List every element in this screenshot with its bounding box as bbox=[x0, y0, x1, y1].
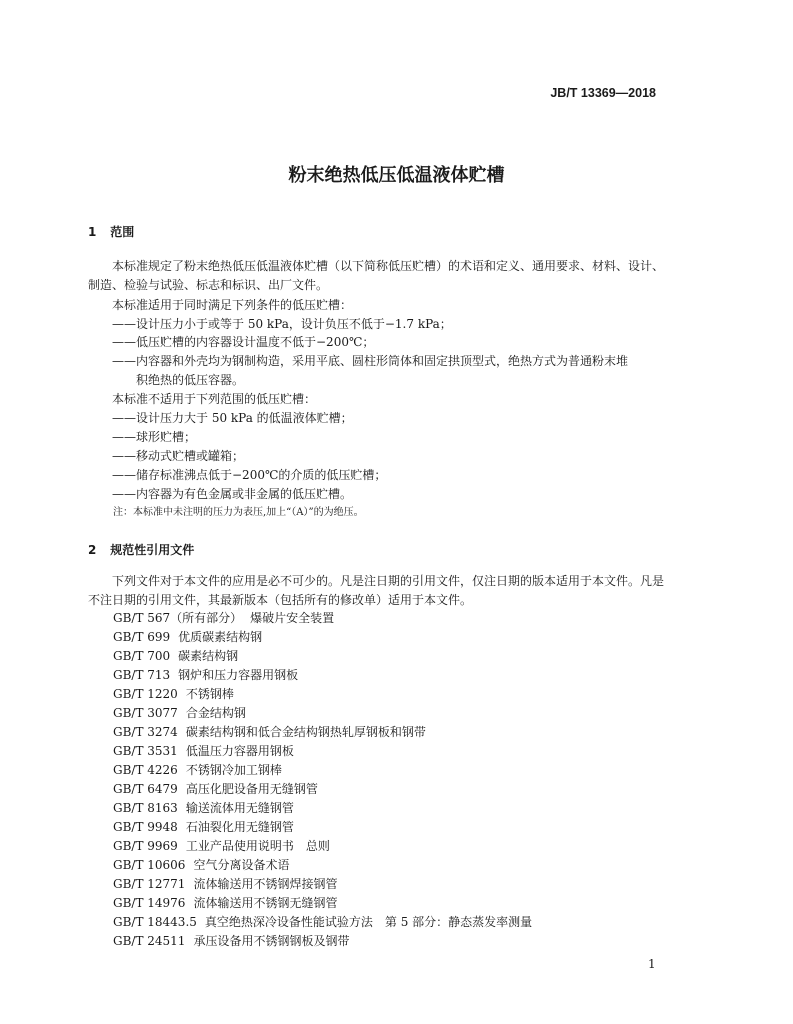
reference-entry bbox=[113, 628, 262, 646]
reference-code: GB/T 1220 bbox=[113, 687, 178, 701]
reference-title: 承压设备用不锈钢钢板及钢带 bbox=[193, 934, 350, 948]
standard-number: JB/T 13369—2018 bbox=[550, 86, 656, 100]
scope-note: 注：本标准中未注明的压力为表压,加上“（A）”的为绝压。 bbox=[113, 507, 364, 518]
references-intro-paragraph: 下列文件对于本文件的应用是必不可少的。凡是注日期的引用文件，仅注日期的版本适用于本文件。凡是不注日期的引用文件，其最新版本（包括所有的修改单）适用于本文件。 bbox=[88, 574, 665, 607]
reference-title: 真空绝热深冷设备性能试验方法 第 5 部分：静态蒸发率测量 bbox=[204, 915, 533, 929]
reference-code: GB/T 18443.5 bbox=[113, 915, 197, 929]
section-1-heading bbox=[88, 223, 134, 240]
reference-code: GB/T 9948 bbox=[113, 820, 178, 834]
reference-title: 空气分离设备术语 bbox=[193, 858, 290, 872]
applies-item: ——低压贮槽的内容器设计温度不低于−200℃； bbox=[112, 335, 375, 349]
reference-code: GB/T 14976 bbox=[113, 896, 186, 910]
reference-title: 不锈钢冷加工钢棒 bbox=[185, 763, 282, 777]
reference-entry bbox=[113, 761, 282, 779]
reference-title: 流体输送用不锈钢焊接钢管 bbox=[193, 877, 338, 891]
reference-code: GB/T 3077 bbox=[113, 706, 178, 720]
reference-title: 碳素结构钢 bbox=[178, 649, 239, 663]
excludes-item: ——球形贮槽； bbox=[112, 430, 197, 444]
applies-item: ——设计压力小于或等于 50 kPa，设计负压不低于−1.7 kPa； bbox=[112, 317, 452, 331]
reference-entry bbox=[113, 856, 289, 874]
excludes-item: ——储存标准沸点低于−200℃的介质的低压贮槽； bbox=[112, 468, 387, 482]
reference-entry bbox=[113, 666, 298, 684]
reference-entry bbox=[113, 609, 334, 627]
reference-code: GB/T 10606 bbox=[113, 858, 186, 872]
excludes-item: ——移动式贮槽或罐箱； bbox=[112, 449, 245, 463]
document-title: 粉末绝热低压低温液体贮槽 bbox=[288, 165, 505, 186]
excludes-lead: 本标准不适用于下列范围的低压贮槽： bbox=[112, 392, 317, 406]
reference-entry bbox=[113, 647, 238, 665]
excludes-item: ——设计压力大于 50 kPa 的低温液体贮槽； bbox=[112, 411, 353, 425]
reference-entry bbox=[113, 875, 337, 893]
reference-code: GB/T 713 bbox=[113, 668, 171, 682]
reference-title: 优质碳素结构钢 bbox=[178, 630, 263, 644]
reference-code: GB/T 3274 bbox=[113, 725, 178, 739]
reference-title: 低温压力容器用钢板 bbox=[185, 744, 294, 758]
reference-entry bbox=[113, 799, 294, 817]
reference-entry bbox=[113, 894, 337, 912]
applies-lead: 本标准适用于同时满足下列条件的低压贮槽： bbox=[112, 298, 353, 312]
section-title: 范围 bbox=[110, 225, 135, 239]
reference-code: GB/T 4226 bbox=[113, 763, 178, 777]
reference-title: 碳素结构钢和低合金结构钢热轧厚钢板和钢带 bbox=[185, 725, 426, 739]
reference-title: 爆破片安全装置 bbox=[250, 611, 335, 625]
reference-code: GB/T 8163 bbox=[113, 801, 178, 815]
excludes-item: ——内容器为有色金属或非金属的低压贮槽。 bbox=[112, 487, 353, 501]
reference-entry bbox=[113, 742, 294, 760]
reference-title: 不锈钢棒 bbox=[185, 687, 234, 701]
reference-entry bbox=[113, 780, 318, 798]
reference-code: GB/T 567（所有部分） bbox=[113, 611, 243, 625]
reference-code: GB/T 12771 bbox=[113, 877, 186, 891]
reference-title: 输送流体用无缝钢管 bbox=[185, 801, 294, 815]
reference-code: GB/T 700 bbox=[113, 649, 171, 663]
section-2-heading bbox=[88, 541, 194, 558]
reference-title: 流体输送用不锈钢无缝钢管 bbox=[193, 896, 338, 910]
section-number: 1 bbox=[88, 225, 97, 239]
reference-title: 钢炉和压力容器用钢板 bbox=[178, 668, 299, 682]
page-number: 1 bbox=[648, 957, 656, 971]
reference-entry bbox=[113, 704, 246, 722]
section-title: 规范性引用文件 bbox=[110, 543, 195, 557]
reference-title: 高压化肥设备用无缝钢管 bbox=[185, 782, 318, 796]
reference-code: GB/T 9969 bbox=[113, 839, 178, 853]
reference-code: GB/T 6479 bbox=[113, 782, 178, 796]
reference-title: 石油裂化用无缝钢管 bbox=[185, 820, 294, 834]
section-number: 2 bbox=[88, 543, 97, 557]
reference-entry bbox=[113, 913, 532, 931]
reference-title: 合金结构钢 bbox=[185, 706, 246, 720]
reference-entry bbox=[113, 932, 349, 950]
reference-title: 工业产品使用说明书 总则 bbox=[185, 839, 330, 853]
reference-code: GB/T 3531 bbox=[113, 744, 178, 758]
reference-entry bbox=[113, 818, 294, 836]
reference-entry bbox=[113, 723, 426, 741]
applies-item: ——内容器和外壳均为钢制构造，采用平底、圆柱形筒体和固定拱顶型式，绝热方式为普通粉末堆 bbox=[112, 354, 629, 368]
scope-intro-paragraph: 本标准规定了粉末绝热低压低温液体贮槽（以下简称低压贮槽）的术语和定义、通用要求、材料、设计、制造、检验与试验、标志和标识、出厂文件。 bbox=[88, 259, 665, 292]
reference-code: GB/T 24511 bbox=[113, 934, 186, 948]
reference-entry bbox=[113, 685, 234, 703]
reference-entry bbox=[113, 837, 330, 855]
reference-code: GB/T 699 bbox=[113, 630, 171, 644]
applies-item-continuation: 积绝热的低压容器。 bbox=[136, 373, 245, 387]
